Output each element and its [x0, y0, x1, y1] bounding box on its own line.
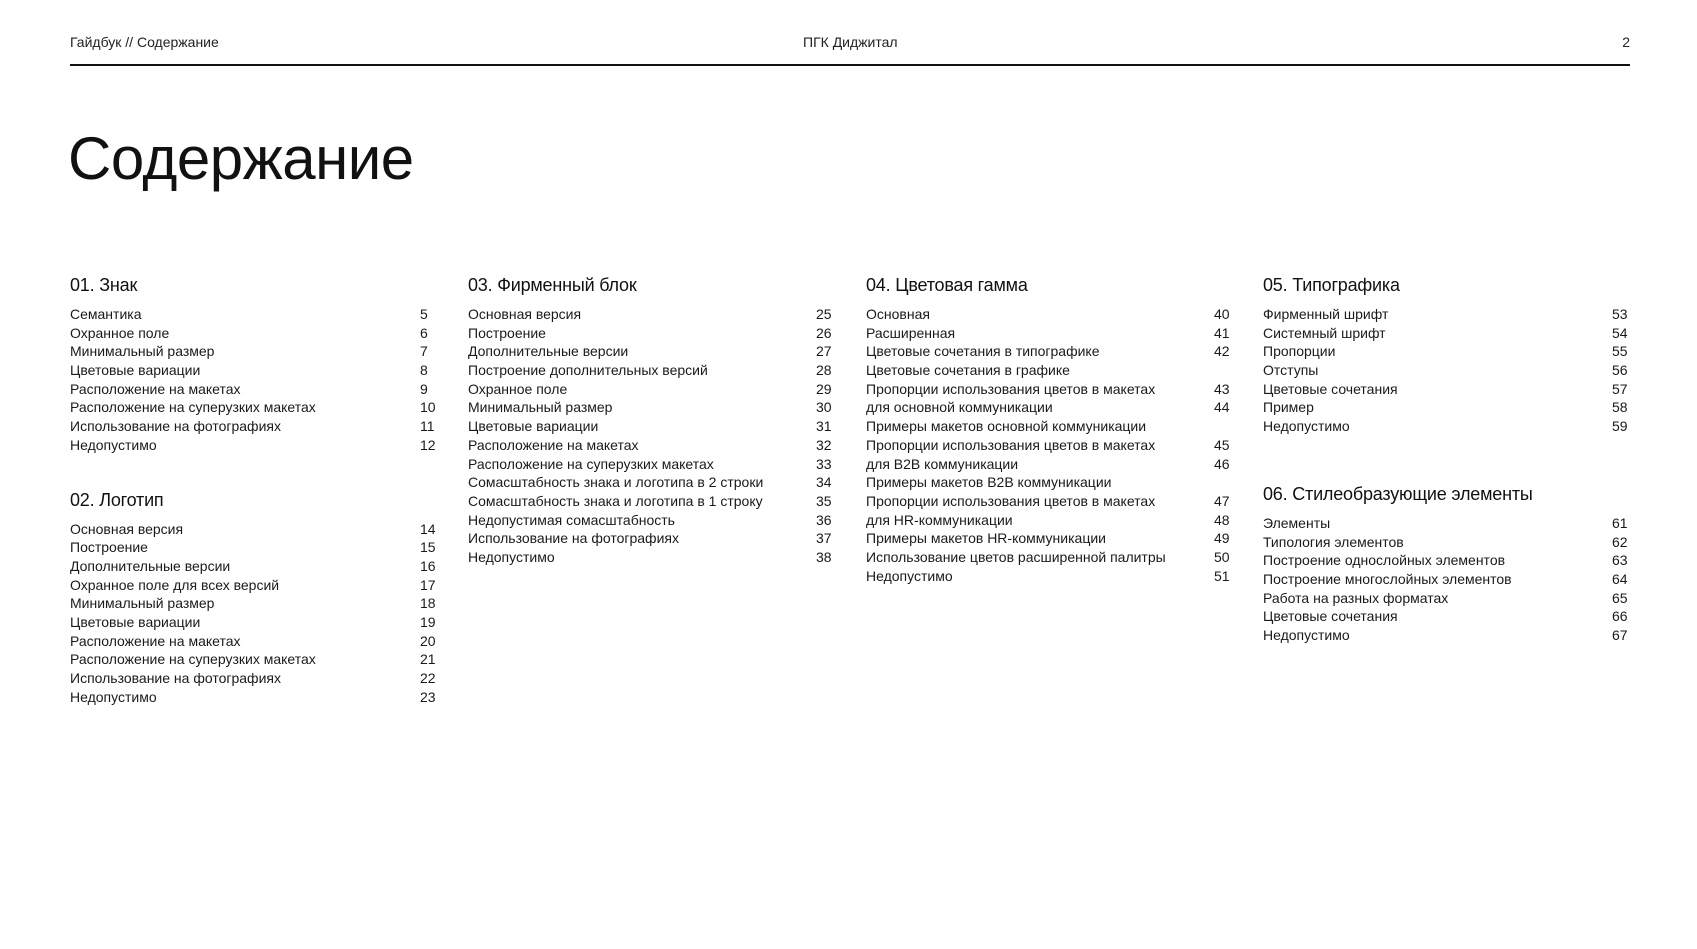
toc-item-page: 49 — [1214, 530, 1230, 547]
toc-item-label[interactable]: Примеры макетов основной коммуникации — [866, 418, 1147, 435]
toc-item-label[interactable]: Расположение на макетах — [70, 632, 241, 649]
toc-item[interactable] — [70, 436, 436, 455]
toc-item[interactable] — [70, 538, 436, 557]
toc-item[interactable] — [1263, 398, 1630, 417]
toc-item-label[interactable]: Пропорции использования цветов в макетах — [866, 436, 1156, 453]
toc-item[interactable] — [468, 417, 834, 436]
toc-item[interactable] — [70, 650, 436, 669]
toc-item-label[interactable]: Цветовые вариации — [70, 613, 201, 630]
toc-item-page: 65 — [1612, 589, 1628, 606]
toc-item[interactable] — [1263, 324, 1630, 343]
toc-item-page: 50 — [1214, 548, 1230, 565]
toc-item-page: 5 — [420, 306, 428, 322]
toc-item-page: 22 — [420, 670, 436, 686]
toc-item-label[interactable]: Расположение на суперузких макетах — [70, 399, 316, 416]
toc-item-page: 30 — [816, 399, 832, 416]
toc-item-page: 66 — [1612, 608, 1628, 625]
toc-item-page: 64 — [1612, 570, 1628, 587]
toc-item[interactable] — [468, 305, 834, 324]
toc-item[interactable] — [468, 324, 834, 343]
toc-item-label[interactable]: Недопустимо — [70, 436, 157, 453]
breadcrumb: Гайдбук // Содержание — [70, 34, 219, 50]
toc-item-label[interactable]: Охранное поле — [70, 324, 170, 341]
toc-item-label[interactable]: Работа на разных форматах — [1263, 589, 1449, 606]
toc-item-label[interactable]: для основной коммуникации — [866, 399, 1053, 416]
toc-item[interactable] — [70, 324, 436, 343]
toc-item-label[interactable]: Примеры макетов HR-коммуникации — [866, 530, 1106, 547]
toc-item-label[interactable]: Сомасштабность знака и логотипа в 2 строки — [468, 474, 764, 491]
toc-item-label[interactable]: для HR-коммуникации — [866, 511, 1013, 528]
toc-item-page: 18 — [420, 595, 436, 612]
toc-item-page: 33 — [816, 455, 832, 472]
toc-section — [70, 274, 436, 455]
brand-name: ПГК Диджитал — [803, 34, 898, 50]
toc-item[interactable] — [1263, 551, 1630, 570]
page-header — [70, 34, 1630, 52]
toc-item[interactable] — [1263, 305, 1630, 324]
toc-item[interactable] — [468, 529, 834, 548]
toc-item-label[interactable]: Недопустимо — [866, 567, 953, 584]
toc-item-label[interactable]: Основная версия — [70, 520, 184, 537]
toc-item-page: 62 — [1612, 533, 1628, 550]
toc-item-label[interactable]: Отступы — [1263, 362, 1319, 379]
section-title[interactable]: 06. Стилеобразующие элементы — [1263, 483, 1533, 504]
toc-item[interactable] — [468, 342, 834, 361]
toc-item-page: 44 — [1214, 399, 1230, 416]
toc-item[interactable] — [866, 305, 1232, 324]
toc-section — [468, 274, 834, 567]
toc-item[interactable] — [468, 511, 834, 530]
toc-item[interactable] — [70, 342, 436, 361]
toc-item-label[interactable]: Расширенная — [866, 324, 956, 341]
toc-item[interactable] — [1263, 533, 1630, 552]
toc-item[interactable] — [1263, 607, 1630, 626]
toc-item-page: 17 — [420, 576, 436, 593]
toc-item[interactable] — [1263, 361, 1630, 380]
toc-item-page: 45 — [1214, 436, 1230, 453]
toc-item-page: 51 — [1214, 567, 1230, 584]
toc-item-list — [70, 520, 436, 707]
toc-column-3 — [866, 274, 1232, 609]
toc-item-label[interactable]: Примеры макетов B2B коммуникации — [866, 474, 1112, 491]
toc-item-list — [1263, 514, 1630, 645]
toc-item[interactable] — [468, 473, 834, 492]
toc-item-label[interactable]: Основная версия — [468, 306, 582, 322]
toc-item-page: 46 — [1214, 455, 1230, 472]
toc-item-label[interactable]: Расположение на макетах — [70, 380, 241, 397]
toc-item[interactable] — [70, 688, 436, 707]
toc-item-label[interactable]: Охранное поле — [468, 380, 568, 397]
toc-item-list — [70, 305, 436, 455]
toc-item-label[interactable]: Использование на фотографиях — [468, 530, 679, 547]
toc-item-label[interactable]: для B2B коммуникации — [866, 455, 1019, 472]
toc-item-page: 48 — [1214, 511, 1230, 528]
toc-item-label[interactable]: Цветовые сочетания — [1263, 608, 1398, 625]
toc-item-label[interactable]: Недопустимо — [468, 548, 555, 565]
toc-item-label[interactable]: Построение многослойных элементов — [1263, 570, 1512, 587]
toc-item-label[interactable]: Пропорции — [1263, 343, 1336, 360]
toc-item-label[interactable]: Минимальный размер — [70, 595, 215, 612]
toc-item-page: 61 — [1612, 514, 1628, 531]
toc-item-page: 63 — [1612, 552, 1628, 569]
toc-item-label[interactable]: Расположение на суперузких макетах — [468, 455, 714, 472]
toc-item[interactable] — [1263, 417, 1630, 436]
toc-item[interactable] — [866, 455, 1232, 474]
toc-section — [866, 274, 1232, 585]
toc-item-page: 7 — [420, 343, 428, 360]
toc-item[interactable] — [70, 632, 436, 651]
toc-item-label[interactable]: Семантика — [70, 306, 142, 322]
toc-item-page: 40 — [1214, 306, 1230, 322]
toc-item[interactable] — [70, 594, 436, 613]
toc-item-page: 59 — [1612, 418, 1628, 435]
toc-item-page: 35 — [816, 492, 832, 509]
toc-item-page: 42 — [1214, 343, 1230, 360]
toc-item[interactable] — [1263, 570, 1630, 589]
toc-item[interactable] — [866, 361, 1232, 380]
toc-item[interactable] — [468, 380, 834, 399]
toc-item-label[interactable]: Минимальный размер — [70, 343, 215, 360]
toc-item[interactable] — [866, 548, 1232, 567]
section-title[interactable]: 02. Логотип — [70, 489, 164, 510]
toc-item[interactable] — [866, 417, 1232, 436]
toc-item[interactable] — [866, 398, 1232, 417]
toc-item-label[interactable]: Использование на фотографиях — [70, 670, 281, 686]
toc-item[interactable] — [468, 455, 834, 474]
toc-item-page: 26 — [816, 324, 832, 341]
toc-item[interactable] — [70, 305, 436, 324]
toc-item[interactable] — [1263, 342, 1630, 361]
toc-item-label[interactable]: Расположение на суперузких макетах — [70, 651, 316, 668]
toc-item-list — [468, 305, 834, 567]
toc-item[interactable] — [866, 473, 1232, 492]
toc-item-label[interactable]: Системный шрифт — [1263, 324, 1386, 341]
toc-item[interactable] — [70, 398, 436, 417]
toc-item-page: 32 — [816, 436, 832, 453]
toc-item-label[interactable]: Цветовые сочетания в графике — [866, 362, 1070, 379]
toc-item[interactable] — [866, 492, 1232, 511]
toc-item-page: 34 — [816, 474, 832, 491]
section-title[interactable]: 01. Знак — [70, 275, 138, 295]
toc-item-label[interactable]: Недопустимая сомасштабность — [468, 511, 675, 528]
toc-item[interactable] — [866, 380, 1232, 399]
toc-item[interactable] — [70, 380, 436, 399]
section-title[interactable]: 03. Фирменный блок — [468, 275, 637, 295]
toc-item-page: 67 — [1612, 626, 1628, 643]
toc-item-page: 6 — [420, 324, 428, 341]
toc-item-list — [866, 305, 1232, 585]
toc-column-4 — [1263, 274, 1630, 669]
page-title: Содержание — [68, 125, 414, 192]
toc-item-page: 41 — [1214, 324, 1230, 341]
toc-item-page: 14 — [420, 520, 436, 537]
toc-item-label[interactable]: Минимальный размер — [468, 399, 613, 416]
toc-item[interactable] — [468, 361, 834, 380]
toc-item-label[interactable]: Типология элементов — [1263, 533, 1404, 550]
toc-item[interactable] — [70, 361, 436, 380]
toc-column-1 — [70, 274, 436, 730]
toc-item[interactable] — [468, 398, 834, 417]
toc-item-label[interactable]: Дополнительные версии — [468, 343, 629, 360]
toc-item-label[interactable]: Охранное поле для всех версий — [70, 576, 280, 593]
toc-item-label[interactable]: Элементы — [1263, 514, 1331, 531]
toc-item-label[interactable]: Недопустимо — [1263, 626, 1350, 643]
toc-section — [70, 489, 436, 707]
toc-column-2 — [468, 274, 834, 591]
toc-item-page: 8 — [420, 362, 428, 379]
toc-item[interactable] — [70, 613, 436, 632]
toc-item-label[interactable]: Цветовые вариации — [468, 418, 599, 435]
toc-item-page: 11 — [420, 418, 435, 435]
toc-item-label[interactable]: Построение однослойных элементов — [1263, 552, 1506, 569]
toc-item[interactable] — [866, 567, 1232, 586]
page-number: 2 — [1622, 34, 1630, 50]
section-title[interactable]: 05. Типографика — [1263, 275, 1400, 295]
toc-item-list — [1263, 305, 1630, 436]
toc-item-page: 19 — [420, 613, 436, 630]
toc-item-page: 58 — [1612, 399, 1628, 416]
toc-item-label[interactable]: Построение дополнительных версий — [468, 362, 708, 379]
toc-item-page: 12 — [420, 436, 436, 453]
toc-item-page: 43 — [1214, 380, 1230, 397]
toc-item-label[interactable]: Сомасштабность знака и логотипа в 1 строку — [468, 492, 763, 509]
toc-item-page: 56 — [1612, 362, 1628, 379]
toc-item-label[interactable]: Недопустимо — [1263, 418, 1350, 435]
toc-item-page: 36 — [816, 511, 832, 528]
toc-item[interactable] — [70, 669, 436, 688]
toc-item-page: 15 — [420, 539, 436, 556]
toc-item[interactable] — [70, 576, 436, 595]
toc-item[interactable] — [866, 324, 1232, 343]
toc-item-label[interactable]: Построение — [70, 539, 148, 556]
toc-item-page: 23 — [420, 688, 436, 705]
toc-item[interactable] — [1263, 589, 1630, 608]
toc-item-label[interactable]: Дополнительные версии — [70, 557, 231, 574]
toc-item-label[interactable]: Цветовые сочетания в типографике — [866, 343, 1100, 360]
toc-item[interactable] — [1263, 514, 1630, 533]
toc-item-label[interactable]: Использование на фотографиях — [70, 418, 281, 435]
toc-item-page: 53 — [1612, 306, 1628, 322]
toc-item[interactable] — [70, 520, 436, 539]
toc-item[interactable] — [468, 548, 834, 567]
toc-item-label[interactable]: Пример — [1263, 399, 1314, 416]
toc-item[interactable] — [468, 436, 834, 455]
toc-item-page: 37 — [816, 530, 832, 547]
toc-section — [1263, 274, 1630, 436]
toc-item-page: 57 — [1612, 380, 1628, 397]
toc-item-label[interactable]: Пропорции использования цветов в макетах — [866, 492, 1156, 509]
toc-item-page: 16 — [420, 557, 436, 574]
section-title[interactable]: 04. Цветовая гамма — [866, 275, 1028, 295]
toc-item-page: 25 — [816, 306, 832, 322]
toc-item-page: 47 — [1214, 492, 1230, 509]
toc-item-label[interactable]: Фирменный шрифт — [1263, 306, 1389, 322]
toc-section — [1263, 483, 1630, 645]
toc-item-page: 28 — [816, 362, 832, 379]
toc-item[interactable] — [1263, 380, 1630, 399]
toc-item-page: 54 — [1612, 324, 1628, 341]
toc-item-label[interactable]: Пропорции использования цветов в макетах — [866, 380, 1156, 397]
toc-item-page: 38 — [816, 548, 832, 565]
toc-item-label[interactable]: Расположение на макетах — [468, 436, 639, 453]
toc-item-label[interactable]: Цветовые вариации — [70, 362, 201, 379]
toc-item[interactable] — [866, 342, 1232, 361]
toc-item[interactable] — [70, 557, 436, 576]
toc-item-page: 21 — [420, 651, 436, 668]
toc-item[interactable] — [468, 492, 834, 511]
toc-item-page: 55 — [1612, 343, 1628, 360]
toc-item[interactable] — [866, 529, 1232, 548]
toc-item[interactable] — [1263, 626, 1630, 645]
toc-item-label[interactable]: Использование цветов расширенной палитры — [866, 548, 1166, 565]
toc-item-page: 31 — [816, 418, 832, 435]
toc-item[interactable] — [866, 511, 1232, 530]
toc-item-label[interactable]: Недопустимо — [70, 688, 157, 705]
header-divider — [70, 64, 1630, 66]
toc-item-label[interactable]: Основная — [866, 306, 930, 322]
toc-item[interactable] — [70, 417, 436, 436]
toc-item-page: 27 — [816, 343, 832, 360]
toc-item-page: 20 — [420, 632, 436, 649]
toc-item[interactable] — [866, 436, 1232, 455]
toc-item-label[interactable]: Цветовые сочетания — [1263, 380, 1398, 397]
toc-item-page: 29 — [816, 380, 832, 397]
toc-item-page: 10 — [420, 399, 436, 416]
toc-item-label[interactable]: Построение — [468, 324, 546, 341]
toc-item-page: 9 — [420, 380, 428, 397]
